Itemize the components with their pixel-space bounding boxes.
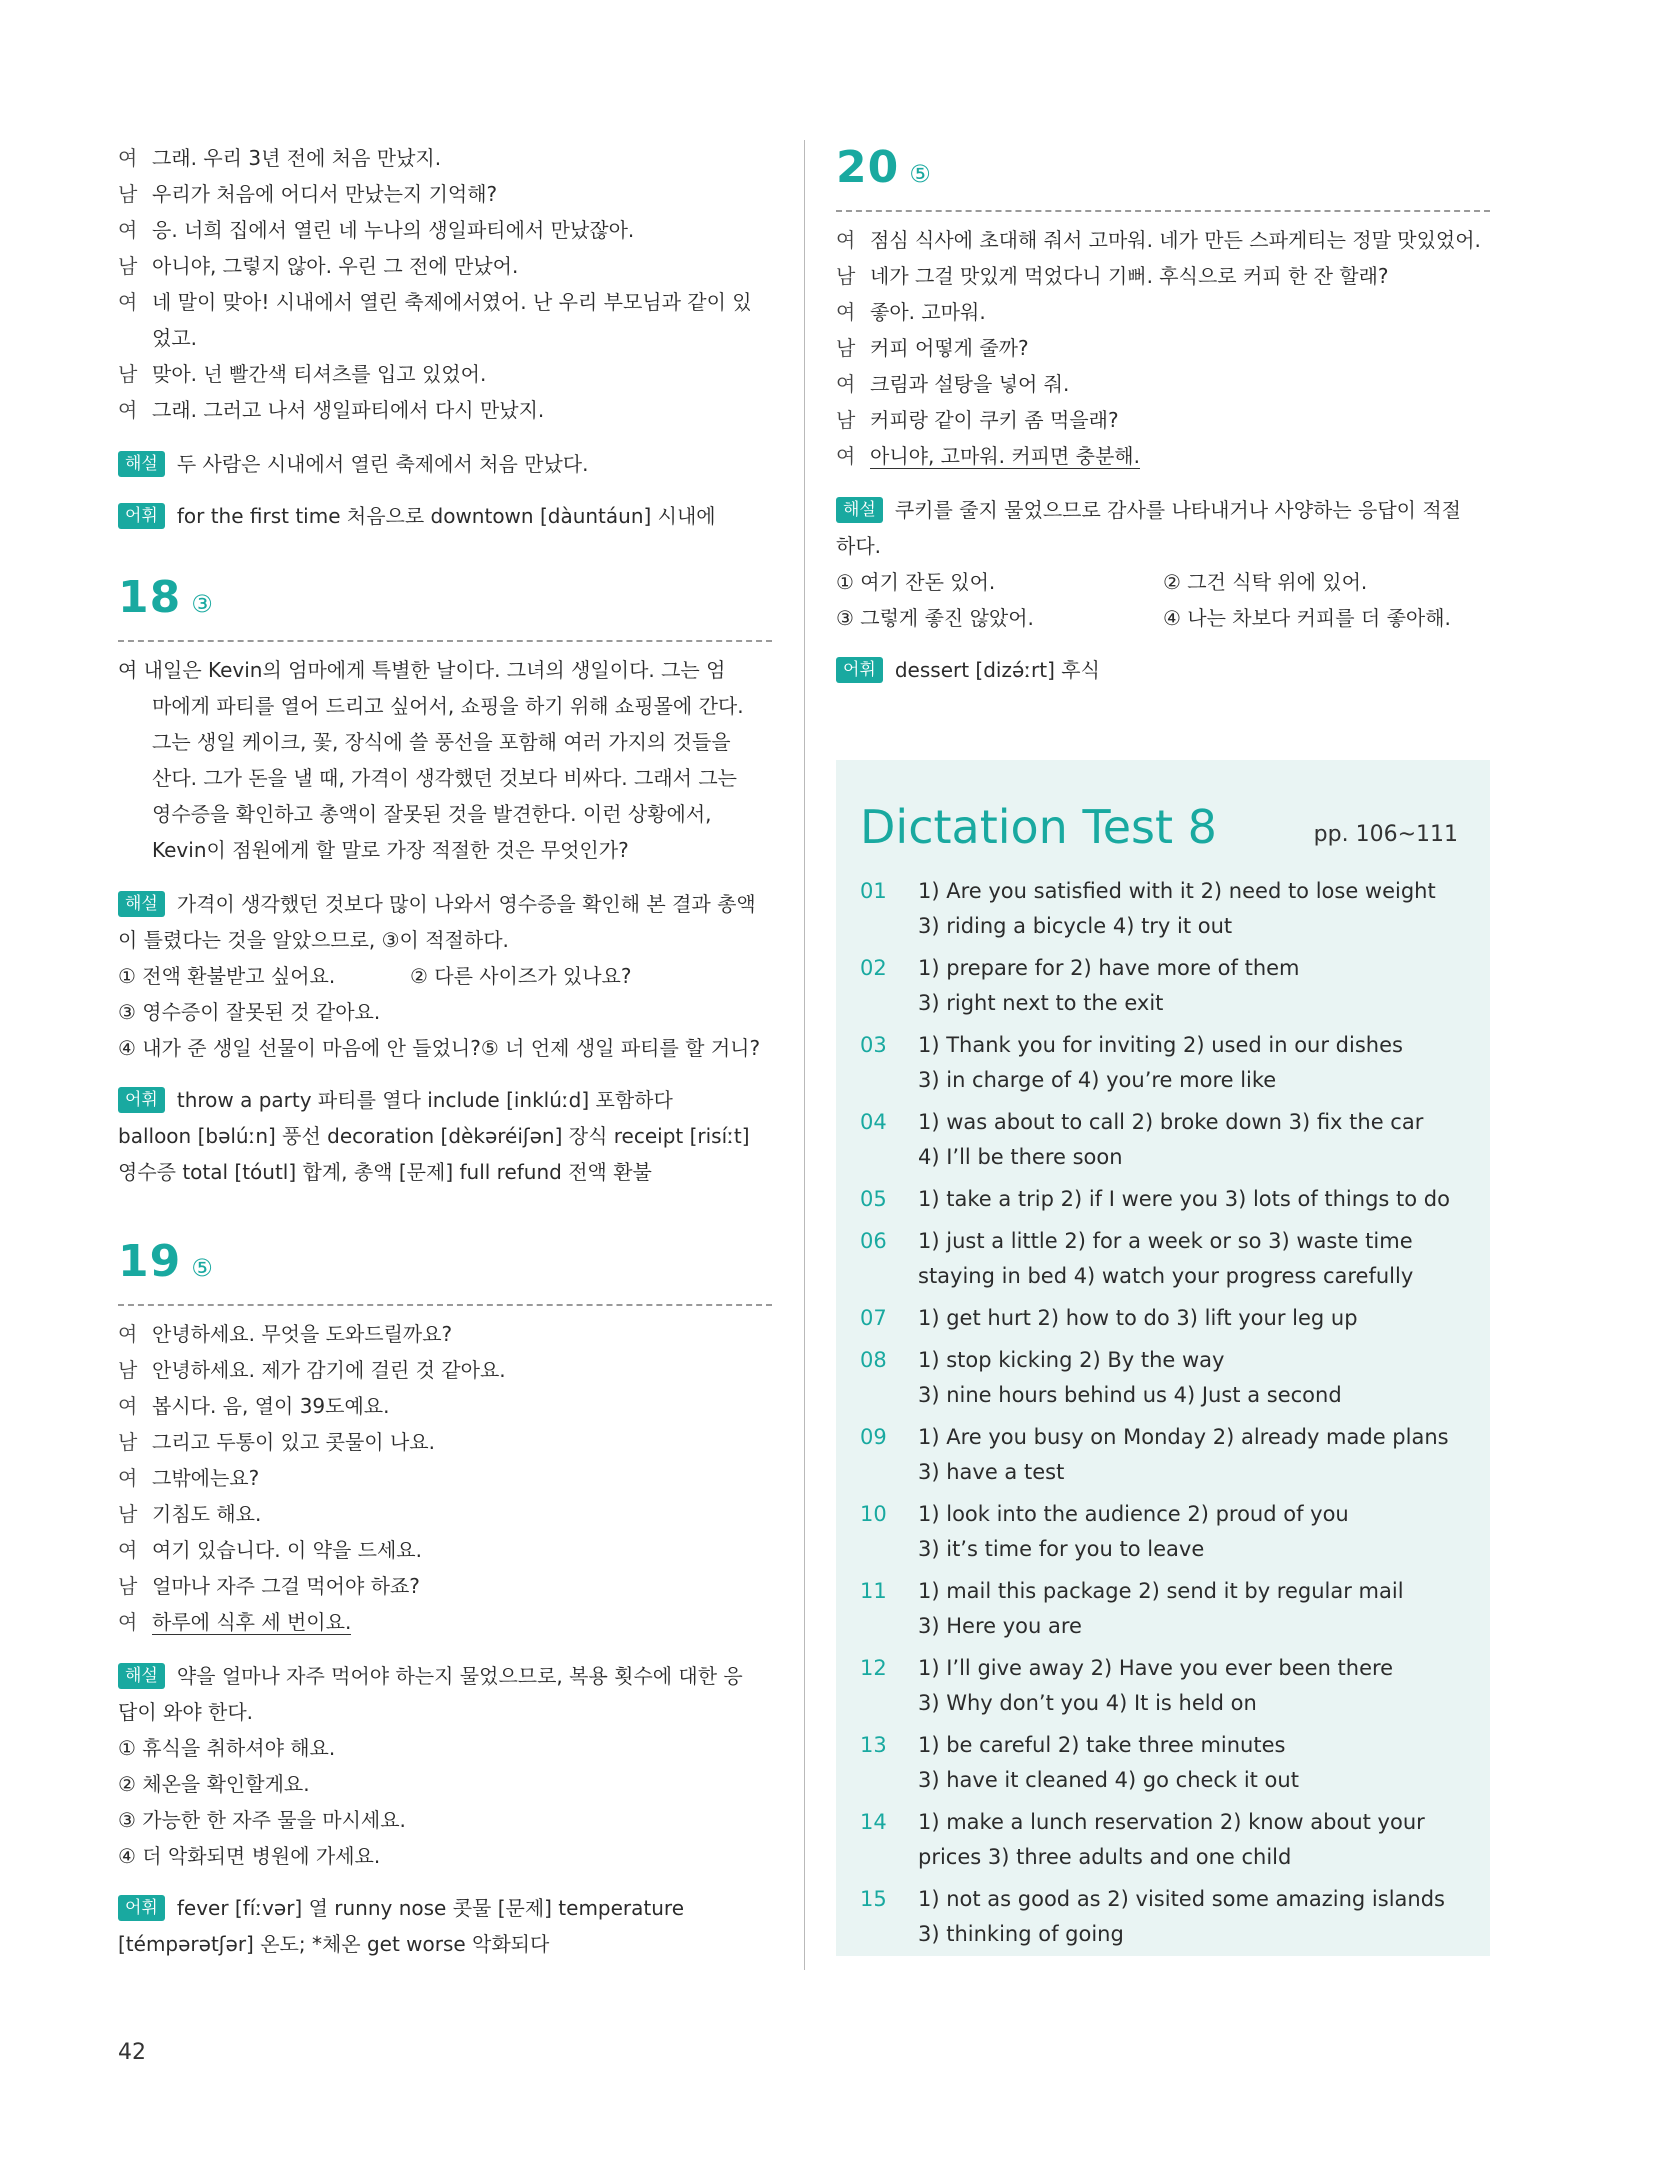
explain-badge: 해설 [118, 1663, 165, 1689]
dialogue-line: 남 맞아. 넌 빨간색 티셔츠를 입고 있었어. [118, 362, 487, 386]
dictation-item-answers [918, 1497, 1480, 1567]
dictation-item [860, 1343, 1480, 1413]
dictation-item-answers [918, 874, 1480, 944]
vocab-badge: 어휘 [836, 657, 883, 683]
dictation-item [860, 874, 1480, 944]
dictation-item-number: 11 [860, 1579, 887, 1603]
question-number: 19 [118, 1236, 182, 1287]
dialogue-top [118, 140, 772, 428]
option: ④ 더 악화되면 병원에 가세요. [118, 1844, 381, 1868]
question-18-vocabulary: 어휘 throw a party 파티를 열다 include [inklúːd] 포함하다 balloon [bəlúːn] 풍선 decoration [dèkəréiʃən] 장식 receipt [risíːt] 영수증 total [tóutl] 합계, 총액 [문제] full refund 전액 환불 [118, 1088, 750, 1184]
dictation-item [860, 1105, 1480, 1175]
answer-mark: ③ [191, 590, 213, 618]
answer-underline: 아니야, 고마워. 커피면 충분해. [870, 444, 1140, 468]
options [836, 564, 1490, 636]
dialogue-line: 남 아니야, 그렇지 않아. 우린 그 전에 만났어. [118, 254, 519, 278]
dictation-answer-line: 1) stop kicking 2) By the way [918, 1348, 1225, 1372]
question-18-passage: 여 내일은 Kevin의 엄마에게 특별한 날이다. 그녀의 생일이다. 그는 엄 마에게 파티를 열어 드리고 싶어서, 쇼핑을 하기 위해 쇼핑몰에 간다. 그는 생일 케이크, 꽃, 장식에 쓸 풍선을 포함해 여러 가지의 것들을 산다. 그가 돈을 낼 때, 가격이 생각했던 것보다 비싸다. 그래서 그는 영수증을 확인하고 총액이 잘못된 것을 발견한다. 이런 상황에서, Kevin이 점원에게 할 말로 가장 적절한 것은 무엇인가? [118, 658, 744, 862]
dialogue-line: 여 점심 식사에 초대해 줘서 고마워. 네가 만든 스파게티는 정말 맛있었어. [836, 228, 1481, 252]
dictation-item-number: 09 [860, 1425, 887, 1449]
dictation-item-answers [918, 1882, 1480, 1952]
dialogue-line: 남 커피랑 같이 쿠키 좀 먹을래? [836, 408, 1119, 432]
column-divider [804, 140, 805, 1970]
question-20-explanation: 해설 쿠키를 줄지 물었으므로 감사를 나타내거나 사양하는 응답이 적절 하다. ① 여기 잔돈 있어. ② 그건 식탁 위에 있어. ③ 그렇게 좋진 않았어. ④ 나는 차보다 커피를 더 좋아해. [836, 492, 1490, 636]
page-number: 42 [118, 2040, 146, 2065]
dictation-answer-line: 1) not as good as 2) visited some amazing islands [918, 1887, 1445, 1911]
dictation-item [860, 1805, 1480, 1875]
dictation-item-number: 15 [860, 1887, 887, 1911]
dialogue-line: 남 기침도 해요. [118, 1502, 262, 1526]
question-19-vocabulary: 어휘 fever [fíːvər] 열 runny nose 콧물 [문제] temperature [témpərətʃər] 온도; *체온 get worse 악화되다 [118, 1896, 685, 1956]
question-18-heading [118, 572, 213, 623]
dictation-item-answers [918, 1805, 1480, 1875]
answer-mark: ⑤ [909, 160, 931, 188]
dictation-test-box [836, 760, 1490, 1956]
dictation-item-number: 08 [860, 1348, 887, 1372]
dialogue-line: 남 안녕하세요. 제가 감기에 걸린 것 같아요. [118, 1358, 506, 1382]
dictation-item [860, 1028, 1480, 1098]
option: ③ 그렇게 좋진 않았어. [836, 606, 1034, 630]
dictation-answer-line: 3) thinking of going [918, 1922, 1124, 1946]
dictation-answer-line: 3) right next to the exit [918, 991, 1164, 1015]
question-number: 18 [118, 572, 182, 623]
answer-underline: 하루에 식후 세 번이요. [152, 1610, 352, 1634]
dictation-answer-line: 3) have it cleaned 4) go check it out [918, 1768, 1299, 1792]
question-18-explanation: 해설 가격이 생각했던 것보다 많이 나와서 영수증을 확인해 본 결과 총액 이 틀렸다는 것을 알았으므로, ③이 적절하다. ① 전액 환불받고 싶어요. ② 다른 사이즈가 있나요? ③ 영수증이 잘못된 것 같아요. ④ 내가 준 생일 선물이 마음에 안 들었니? ⑤ 너 언제 생일 파티를 할 거니? [118, 886, 772, 1066]
dictation-item-number: 03 [860, 1033, 887, 1057]
dictation-item-answers [918, 1651, 1480, 1721]
dictation-item [860, 1497, 1480, 1567]
dictation-item [860, 1420, 1480, 1490]
option: ① 전액 환불받고 싶어요. [118, 964, 336, 988]
dictation-answer-line: 3) have a test [918, 1460, 1065, 1484]
dictation-item-number: 12 [860, 1656, 887, 1680]
dictation-answer-line: 1) Are you busy on Monday 2) already made plans [918, 1425, 1449, 1449]
option: ③ 영수증이 잘못된 것 같아요. [118, 1000, 381, 1024]
vocab-badge: 어휘 [118, 1087, 165, 1113]
dictation-item-answers [918, 1028, 1480, 1098]
option: ② 다른 사이즈가 있나요? [410, 964, 632, 988]
dialogue-line: 여 안녕하세요. 무엇을 도와드릴까요? [118, 1322, 453, 1346]
options [118, 958, 772, 1066]
dictation-item-answers [918, 1728, 1480, 1798]
question-number: 20 [836, 142, 900, 193]
dialogue-line: 여 크림과 설탕을 넣어 줘. [836, 372, 1070, 396]
explain-badge: 해설 [836, 497, 883, 523]
dialogue-line: 여 그래. 우리 3년 전에 처음 만났지. [118, 146, 442, 170]
dictation-answer-line: 1) make a lunch reservation 2) know about your [918, 1810, 1425, 1834]
dictation-answer-line: 1) Are you satisfied with it 2) need to lose weight [918, 879, 1436, 903]
dialogue-line: 남 얼마나 자주 그걸 먹어야 하죠? [118, 1574, 420, 1598]
dictation-item [860, 1651, 1480, 1721]
explain-badge: 해설 [118, 891, 165, 917]
dictation-answer-line: 3) it’s time for you to leave [918, 1537, 1205, 1561]
dialogue-line: 여 좋아. 고마워. [836, 300, 986, 324]
dictation-item [860, 1301, 1480, 1336]
dashed-divider [118, 1304, 772, 1306]
dictation-item [860, 1728, 1480, 1798]
dictation-answer-line: 3) Here you are [918, 1614, 1082, 1638]
explain-badge: 해설 [118, 451, 165, 477]
dictation-item-number: 07 [860, 1306, 887, 1330]
dictation-item-answers [918, 1420, 1480, 1490]
question-19-heading [118, 1236, 213, 1287]
dictation-answer-line: 1) mail this package 2) send it by regular mail [918, 1579, 1404, 1603]
dictation-item [860, 1224, 1480, 1294]
answer-mark: ⑤ [191, 1254, 213, 1282]
top-vocabulary: 어휘 for the first time 처음으로 downtown [dàuntáun] 시내에 [118, 498, 772, 534]
dictation-item [860, 951, 1480, 1021]
dictation-answer-line: 3) in charge of 4) you’re more like [918, 1068, 1277, 1092]
dictation-item-number: 01 [860, 879, 887, 903]
dictation-answer-line: 1) prepare for 2) have more of them [918, 956, 1300, 980]
vocab-badge: 어휘 [118, 1895, 165, 1921]
dialogue-line: 여 그밖에는요? [118, 1466, 260, 1490]
dialogue-line: 남 그리고 두통이 있고 콧물이 나요. [118, 1430, 435, 1454]
option: ① 여기 잔돈 있어. [836, 570, 996, 594]
dialogue-line: 남 네가 그걸 맛있게 먹었다니 기뻐. 후식으로 커피 한 잔 할래? [836, 264, 1389, 288]
dictation-title: Dictation Test 8 [860, 800, 1217, 854]
dictation-answer-line: 3) Why don’t you 4) It is held on [918, 1691, 1257, 1715]
dictation-item [860, 1182, 1480, 1217]
dashed-divider [836, 210, 1490, 212]
dictation-answer-line: 1) get hurt 2) how to do 3) lift your leg up [918, 1306, 1358, 1330]
dictation-item-number: 14 [860, 1810, 887, 1834]
dictation-answer-line: 1) be careful 2) take three minutes [918, 1733, 1286, 1757]
dialogue-line: 여 네 말이 맞아! 시내에서 열린 축제에서였어. 난 우리 부모님과 같이 있 [118, 290, 752, 314]
dictation-answer-line: 3) riding a bicycle 4) try it out [918, 914, 1233, 938]
dictation-answer-line: 1) was about to call 2) broke down 3) fix the car [918, 1110, 1424, 1134]
dictation-answer-line: 1) look into the audience 2) proud of you [918, 1502, 1349, 1526]
option: ⑤ 너 언제 생일 파티를 할 거니? [480, 1036, 761, 1060]
dialogue-line: 여 아니야, 고마워. 커피면 충분해. [836, 444, 1140, 468]
dictation-item-number: 02 [860, 956, 887, 980]
dictation-item-answers [918, 951, 1480, 1021]
dialogue-line: 남 우리가 처음에 어디서 만났는지 기억해? [118, 182, 498, 206]
dictation-answer-list [860, 874, 1480, 1959]
dictation-answer-line: 1) I’ll give away 2) Have you ever been there [918, 1656, 1394, 1680]
option: ① 휴식을 취하셔야 해요. [118, 1736, 336, 1760]
dialogue-line: 여 응. 너희 집에서 열린 네 누나의 생일파티에서 만났잖아. [118, 218, 635, 242]
dictation-item-answers [918, 1301, 1480, 1336]
top-explanation: 해설 두 사람은 시내에서 열린 축제에서 처음 만났다. [118, 446, 772, 482]
dictation-item-answers [918, 1343, 1480, 1413]
dialogue-line: 여 하루에 식후 세 번이요. [118, 1610, 352, 1634]
question-20-heading [836, 142, 931, 193]
option: ④ 나는 차보다 커피를 더 좋아해. [1163, 606, 1451, 630]
dialogue-continuation: 었고. [152, 326, 197, 350]
dictation-item-number: 06 [860, 1229, 887, 1253]
dictation-item-answers [918, 1105, 1480, 1175]
option: ③ 가능한 한 자주 물을 마시세요. [118, 1808, 406, 1832]
dictation-answer-line: 3) nine hours behind us 4) Just a second [918, 1383, 1342, 1407]
dictation-answer-line: prices 3) three adults and one child [918, 1845, 1292, 1869]
dictation-item-answers [918, 1182, 1480, 1217]
option: ④ 내가 준 생일 선물이 마음에 안 들었니? [118, 1036, 481, 1060]
dialogue-line: 여 봅시다. 음, 열이 39도예요. [118, 1394, 390, 1418]
dictation-item-number: 04 [860, 1110, 887, 1134]
question-19-explanation: 해설 약을 얼마나 자주 먹어야 하는지 물었으므로, 복용 횟수에 대한 응 답이 와야 한다. ① 휴식을 취하셔야 해요. ② 체온을 확인할게요. ③ 가능한 한 자주 물을 마시세요. ④ 더 악화되면 병원에 가세요. [118, 1658, 772, 1874]
dictation-item-answers [918, 1224, 1480, 1294]
question-19-dialogue [118, 1316, 772, 1640]
option: ② 그건 식탁 위에 있어. [1163, 570, 1368, 594]
question-20-vocabulary: 어휘 dessert [dizə́ːrt] 후식 [836, 652, 1490, 688]
dialogue-line: 여 그래. 그러고 나서 생일파티에서 다시 만났지. [118, 398, 545, 422]
dictation-item-answers [918, 1574, 1480, 1644]
dictation-answer-line: 1) take a trip 2) if I were you 3) lots of things to do [918, 1187, 1450, 1211]
dictation-item [860, 1882, 1480, 1952]
dialogue-line: 여 여기 있습니다. 이 약을 드세요. [118, 1538, 422, 1562]
vocab-badge: 어휘 [118, 503, 165, 529]
dictation-answer-line: staying in bed 4) watch your progress carefully [918, 1264, 1414, 1288]
question-20-dialogue [836, 222, 1490, 474]
dashed-divider [118, 640, 772, 642]
option: ② 체온을 확인할게요. [118, 1772, 310, 1796]
dialogue-line: 남 커피 어떻게 줄까? [836, 336, 1029, 360]
dictation-item-number: 13 [860, 1733, 887, 1757]
dictation-answer-line: 1) Thank you for inviting 2) used in our dishes [918, 1033, 1403, 1057]
dictation-item [860, 1574, 1480, 1644]
dictation-answer-line: 4) I’ll be there soon [918, 1145, 1123, 1169]
dictation-pages: pp. 106~111 [1313, 822, 1458, 847]
dictation-item-number: 05 [860, 1187, 887, 1211]
dictation-answer-line: 1) just a little 2) for a week or so 3) waste time [918, 1229, 1413, 1253]
dictation-item-number: 10 [860, 1502, 887, 1526]
